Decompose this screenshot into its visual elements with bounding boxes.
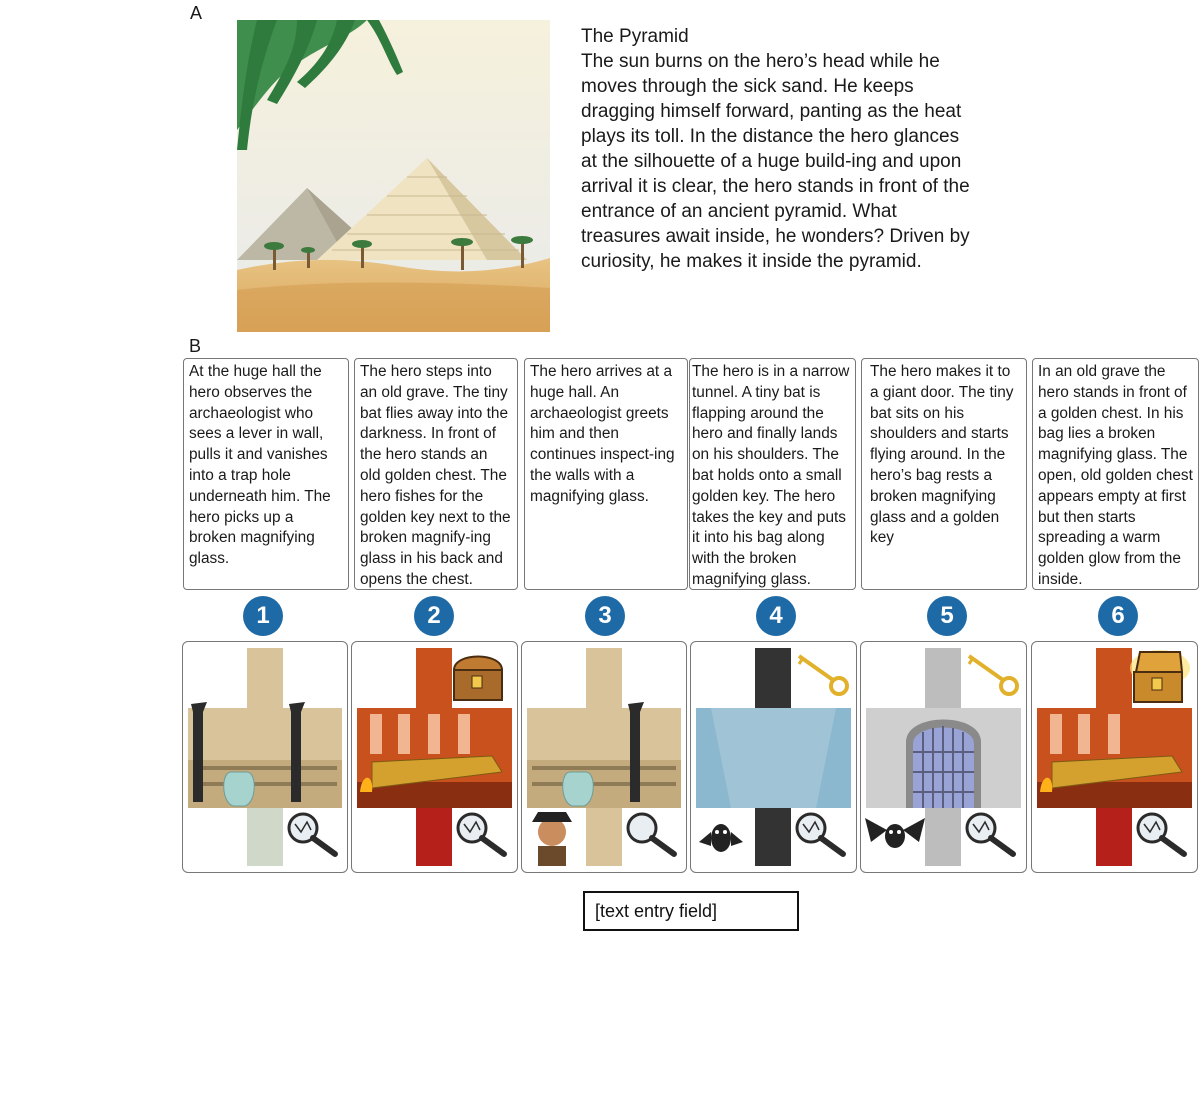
number-badge-4: 4 — [756, 596, 796, 636]
egyptian-figures-icon — [1050, 714, 1120, 754]
archaeologist-icon — [532, 812, 572, 866]
description-box-6: In an old grave the hero stands in front of a golden chest. In his bag lies a broken magnifying glass. The open, old golden chest appears empty at first but then starts spreading a warm golden glow from the inside. — [1032, 358, 1199, 590]
number-badge-2: 2 — [414, 596, 454, 636]
bat-icon — [865, 818, 925, 848]
panel-a-label: A — [190, 3, 203, 23]
vase-icon — [563, 772, 594, 806]
scene-card-4[interactable] — [690, 641, 857, 873]
number-badge-6: 6 — [1098, 596, 1138, 636]
number-badge-5: 5 — [927, 596, 967, 636]
broken-magnifying-glass-icon — [1138, 814, 1184, 854]
story-text — [581, 24, 971, 274]
panel-b-label: B — [189, 336, 202, 356]
description-box-1: At the huge hall the hero observes the archaeologist who sees a lever in wall, pulls it and vanishes into a trap hole underneath him. The hero picks up a broken magnifying glass. — [183, 358, 349, 590]
pyramid-illustration — [237, 20, 550, 332]
scene-card-1[interactable] — [182, 641, 348, 873]
description-box-4: The hero is in a narrow tunnel. A tiny bat is flapping around the hero and finally lands on his shoulders. The bat holds onto a small golden key. The hero takes the key and puts it into his bag along with the broken magnifying glass. — [689, 358, 856, 590]
text-entry-field[interactable] — [583, 891, 799, 931]
broken-magnifying-glass-icon — [289, 814, 335, 854]
story-body: The sun burns on the hero’s head while he moves through the sick sand. He keeps dragging himself forward, panting as the heat plays its toll. In the distance the hero glances at the silhouette of a huge build-ing and upon arrival it is clear, the hero stands in front of the entrance of an ancient pyramid. What treasures await inside, he wonders? Driven by curiosity, he makes it inside the pyramid. — [581, 51, 970, 272]
description-box-2: The hero steps into an old grave. The tiny bat flies away into the darkness. In front of the hero stands an old golden chest. The hero fishes for the golden key next to the broken magnify-ing glass in his back and opens the chest. — [354, 358, 518, 590]
story-title: The Pyramid — [581, 26, 689, 47]
scene-card-3[interactable] — [521, 641, 687, 873]
number-badge-3: 3 — [585, 596, 625, 636]
description-box-3: The hero arrives at a huge hall. An archaeologist greets him and then continues inspect-ing the walls with a magnifying glass. — [524, 358, 688, 590]
magnifying-glass-icon — [628, 814, 674, 854]
treasure-chest-icon — [454, 657, 502, 701]
number-badge-1: 1 — [243, 596, 283, 636]
vase-icon — [224, 772, 255, 806]
scene-card-2[interactable] — [351, 641, 518, 873]
description-box-5: The hero makes it to a giant door. The tiny bat sits on his shoulders and starts flying around. In the hero’s bag rests a broken magnifying glass and a golden key — [861, 358, 1027, 590]
golden-key-icon — [799, 656, 847, 694]
open-treasure-chest-icon — [1130, 650, 1190, 702]
scene-card-6[interactable] — [1031, 641, 1198, 873]
broken-magnifying-glass-icon — [458, 814, 504, 854]
bat-icon — [699, 824, 743, 852]
broken-magnifying-glass-icon — [967, 814, 1013, 854]
golden-key-icon — [969, 656, 1017, 694]
broken-magnifying-glass-icon — [797, 814, 843, 854]
scene-card-5[interactable] — [860, 641, 1027, 873]
